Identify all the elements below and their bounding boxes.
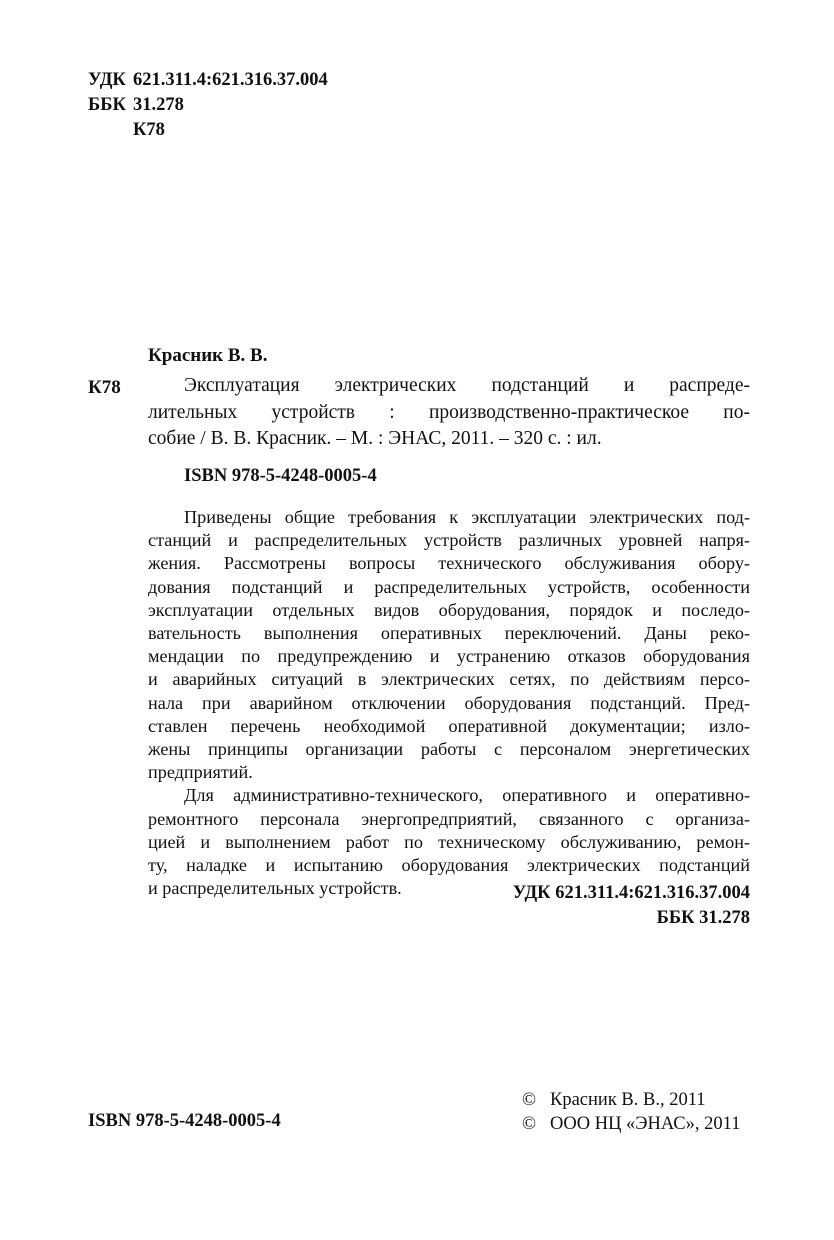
annotation-line: предприятий. xyxy=(148,762,253,783)
annotation-line: мендации по предупреждению и устранению отказов оборудования xyxy=(148,646,750,667)
udk-label: УДК xyxy=(88,70,126,90)
header-indexes xyxy=(88,68,328,143)
title-description xyxy=(148,373,750,453)
udk-index: УДК 621.311.4:621.316.37.004 xyxy=(512,883,750,903)
annotation-line: станций и распределительных устройств различных уровней напря- xyxy=(148,530,750,551)
bbk-index: ББК 31.278 xyxy=(656,908,750,928)
isbn-entry: ISBN 978-5-4248-0005-4 xyxy=(184,466,377,486)
udk-line xyxy=(88,68,328,93)
copyright-line xyxy=(522,1089,740,1113)
bbk-label: ББК xyxy=(88,95,126,115)
annotation-line: Для административно-технического, оперативного и оперативно- xyxy=(184,785,750,806)
annotation-line: ставлен перечень необходимой оперативной документации; изло- xyxy=(148,715,750,736)
annotation-line: эксплуатации отдельных видов оборудования, порядок и последо- xyxy=(148,599,750,620)
title-line: лительных устройств : производственно-практическое по- xyxy=(148,401,750,423)
annotation-line: дования подстанций и распределительных устройств, особенности xyxy=(148,576,750,597)
title-line: Эксплуатация электрических подстанций и распреде- xyxy=(184,375,750,396)
annotation-line: и аварийных ситуаций в электрических сетях, по действиям персо- xyxy=(148,669,750,690)
annotation-line: Приведены общие требования к эксплуатации электрических под- xyxy=(184,507,750,527)
bbk-line xyxy=(88,93,328,118)
copyright-author: Красник В. В., 2011 xyxy=(550,1090,706,1110)
annotation-line: вательность выполнения оперативных переключений. Даны реко- xyxy=(148,623,750,644)
annotation-line: нала при аварийном отключении оборудования подстанций. Пред- xyxy=(148,692,750,713)
annotation xyxy=(148,506,750,900)
copyright-line xyxy=(522,1113,740,1137)
copyright-block xyxy=(522,1089,740,1136)
annotation-line: цией и выполнением работ по техническому обслуживанию, ремон- xyxy=(148,831,750,852)
classification-indexes xyxy=(513,881,750,931)
header-cutter: К78 xyxy=(133,120,165,140)
annotation-line: жения. Рассмотрены вопросы технического обслуживания обору- xyxy=(148,553,750,574)
bbk-value: 31.278 xyxy=(133,95,184,115)
title-line: собие / В. В. Красник. – М. : ЭНАС, 2011. – 320 с. : ил. xyxy=(148,428,602,449)
cutter-mark: К78 xyxy=(88,377,121,398)
annotation-line: жены принципы организации работы с персоналом энергетических xyxy=(148,739,750,760)
annotation-line: ремонтного персонала энергопредприятий, связанного с организа- xyxy=(148,808,750,829)
isbn-footer: ISBN 978-5-4248-0005-4 xyxy=(88,1111,281,1131)
author-heading: Красник В. В. xyxy=(148,345,268,366)
copyright-icon: © xyxy=(522,1090,537,1110)
udk-value: 621.311.4:621.316.37.004 xyxy=(133,70,328,90)
copyright-icon: © xyxy=(522,1113,537,1134)
annotation-line: ту, наладке и испытанию оборудования электрических подстанций xyxy=(148,855,750,876)
copyright-publisher: ООО НЦ «ЭНАС», 2011 xyxy=(550,1113,741,1134)
annotation-line: и распределительных устройств. xyxy=(148,878,402,899)
